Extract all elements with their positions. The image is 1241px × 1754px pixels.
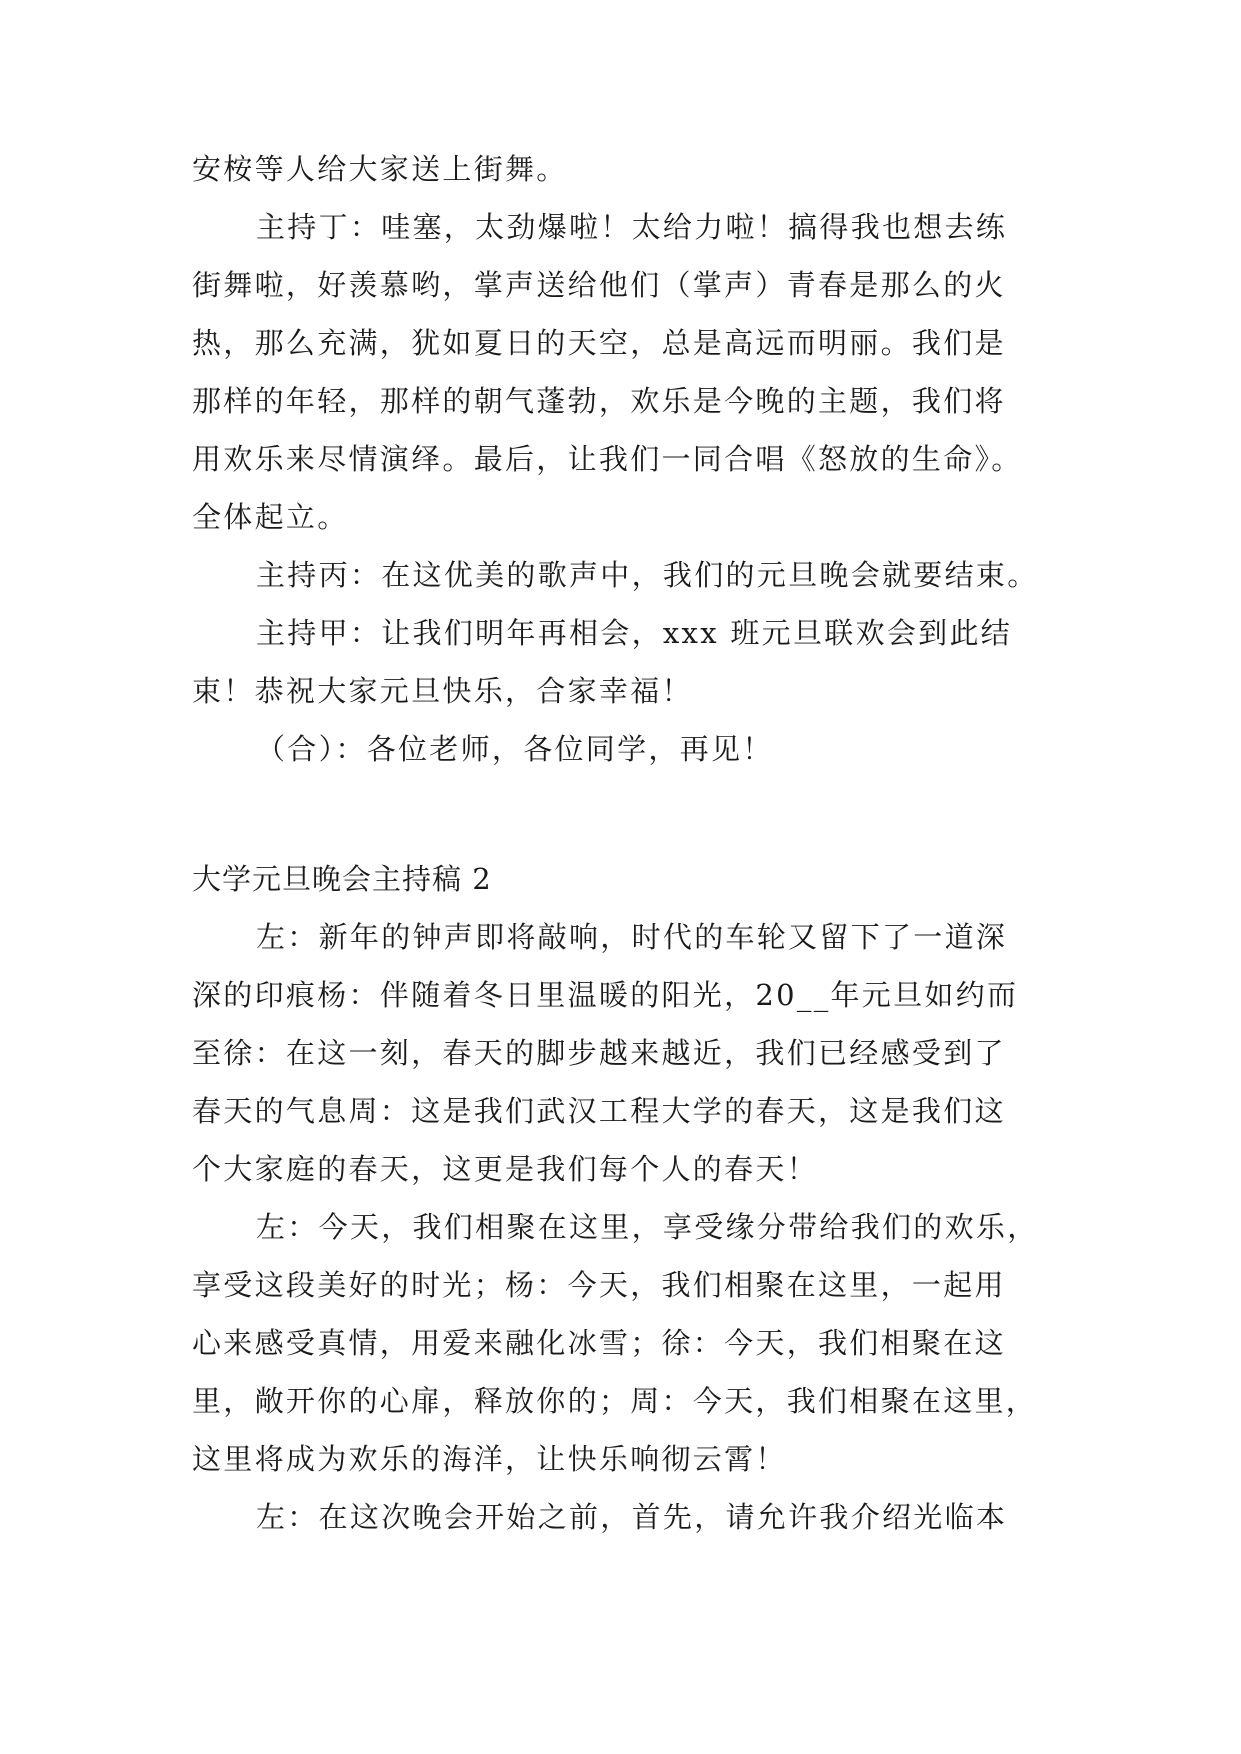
- paragraph-line: 心来感受真情，用爱来融化冰雪；徐：今天，我们相聚在这: [192, 1326, 1006, 1360]
- section-spacer: [192, 788, 1052, 860]
- paragraph-line: 左：今天，我们相聚在这里，享受缘分带给我们的欢乐，: [256, 1210, 1039, 1244]
- paragraph-line: 享受这段美好的时光；杨：今天，我们相聚在这里，一起用: [192, 1268, 1006, 1302]
- paragraph-line: （合）：各位老师，各位同学，再见！: [256, 732, 774, 766]
- paragraph-line: 春天的气息周：这是我们武汉工程大学的春天，这是我们这: [192, 1094, 1006, 1128]
- paragraph-line: 主持甲：让我们明年再相会，xxx 班元旦联欢会到此结: [256, 616, 1013, 650]
- paragraph-line: 热，那么充满，犹如夏日的天空，总是高远而明丽。我们是: [192, 326, 1006, 360]
- paragraph-line: 这里将成为欢乐的海洋，让快乐响彻云霄！: [192, 1442, 787, 1476]
- paragraph-line: 里，敞开你的心扉，释放你的；周：今天，我们相聚在这里，: [192, 1384, 1038, 1418]
- paragraph-line: 用欢乐来尽情演绎。最后，让我们一同合唱《怒放的生命》。: [192, 442, 1023, 476]
- paragraph-line: 街舞啦，好羡慕哟，掌声送给他们（掌声）青春是那么的火: [192, 268, 1006, 302]
- paragraph-line: 主持丙：在这优美的歌声中，我们的元旦晚会就要结束。: [256, 558, 1039, 592]
- paragraph-line: 安桉等人给大家送上街舞。: [192, 152, 568, 186]
- paragraph-line: 左：在这次晚会开始之前，首先，请允许我介绍光临本: [256, 1500, 1008, 1534]
- paragraph-line: 那样的年轻，那样的朝气蓬勃，欢乐是今晚的主题，我们将: [192, 384, 1006, 418]
- paragraph-line: 主持丁：哇塞，太劲爆啦！太给力啦！搞得我也想去练: [256, 210, 1008, 244]
- paragraph-line: 至徐：在这一刻，春天的脚步越来越近，我们已经感受到了: [192, 1036, 1006, 1070]
- paragraph-line: 深的印痕杨：伴随着冬日里温暖的阳光，20__年元旦如约而: [192, 978, 1019, 1012]
- section-heading: 大学元旦晚会主持稿 2: [192, 862, 492, 896]
- paragraph-line: 个大家庭的春天，这更是我们每个人的春天！: [192, 1152, 819, 1186]
- paragraph-line: 左：新年的钟声即将敲响，时代的车轮又留下了一道深: [256, 920, 1008, 954]
- paragraph-line: 束！恭祝大家元旦快乐，合家幸福！: [192, 674, 693, 708]
- paragraph-line: 全体起立。: [192, 500, 349, 534]
- document-body: [192, 150, 1052, 1556]
